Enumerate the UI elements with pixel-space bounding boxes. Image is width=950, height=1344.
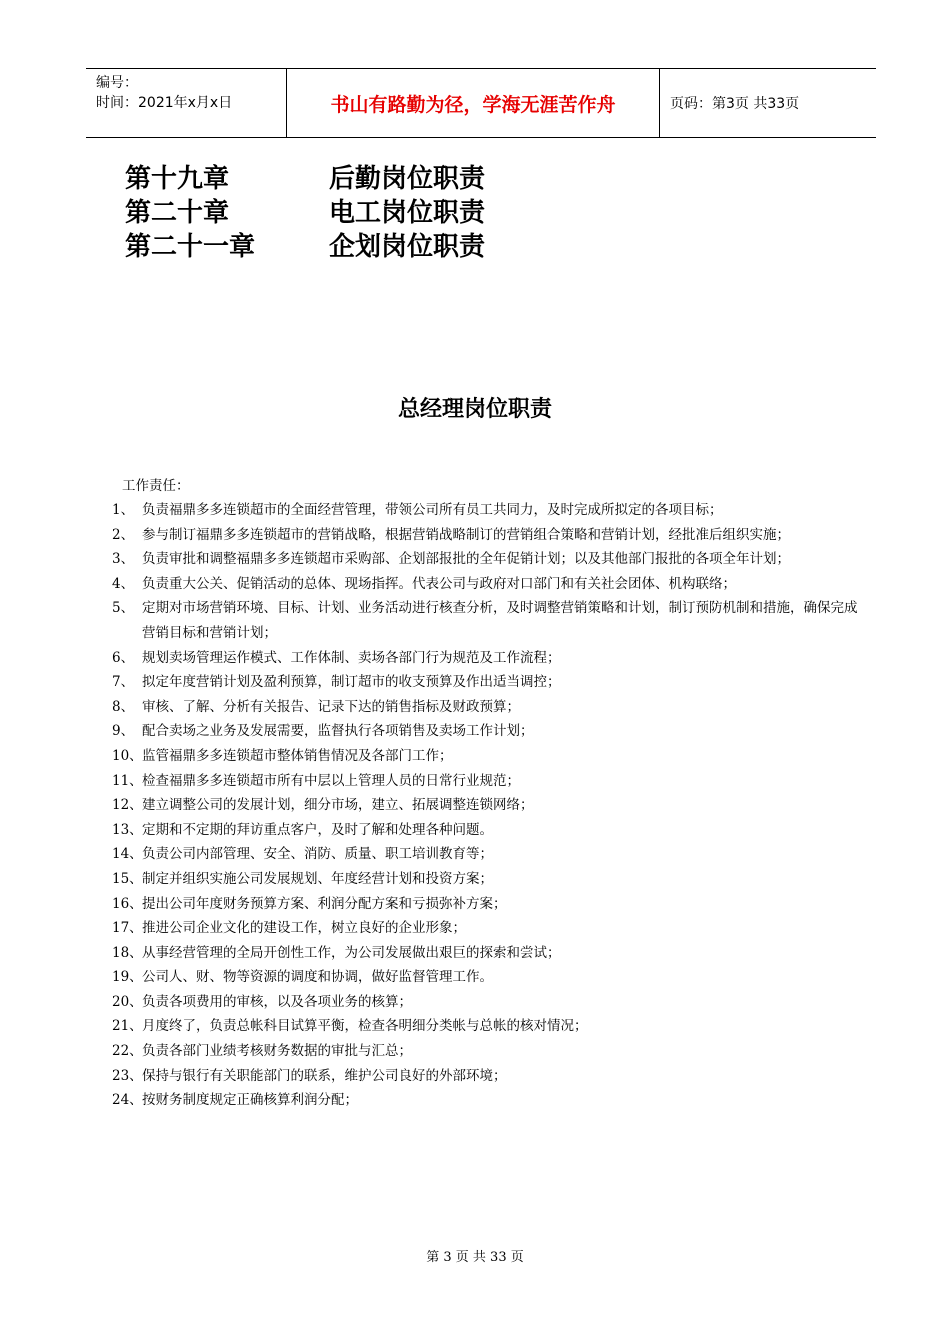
- list-item: [112, 572, 862, 597]
- toc-chapter-number: 第二十一章: [125, 232, 256, 262]
- list-item-text: 建立调整公司的发展计划，细分市场，建立、拓展调整连锁网络；: [142, 797, 534, 814]
- list-item-text: 参与制订福鼎多多连锁超市的营销战略，根据营销战略制订的营销组合策略和营销计划，经批准后组织实施；: [142, 526, 790, 543]
- list-item-text: 配合卖场之业务及发展需要，监督执行各项销售及卖场工作计划；: [142, 723, 534, 740]
- list-item-number: 24、: [112, 1092, 143, 1109]
- document-title: 总经理岗位职责: [397, 396, 552, 422]
- header-slogan: 书山有路勤为径，学海无涯苦作舟: [286, 69, 660, 137]
- list-item-text: 定期对市场营销环境、目标、计划、业务活动进行核查分析，及时调整营销策略和计划，制订预防机制和措施，确保完成营销目标和营销计划；: [142, 600, 858, 641]
- list-item-number: 17、: [112, 920, 143, 937]
- list-item-text: 按财务制度规定正确核算利润分配；: [142, 1092, 358, 1109]
- toc-chapter-title: 电工岗位职责: [329, 198, 486, 228]
- list-item-text: 负责重大公关、促销活动的总体、现场指挥。代表公司与政府对口部门和有关社会团体、机构联络；: [142, 575, 736, 592]
- list-item: [112, 793, 862, 818]
- list-item-text: 公司人、财、物等资源的调度和协调，做好监督管理工作。: [142, 969, 493, 986]
- list-item-number: 10、: [112, 747, 143, 764]
- list-item-number: 20、: [112, 993, 143, 1010]
- list-item: [112, 646, 862, 671]
- list-item: [112, 744, 862, 769]
- list-item: [112, 719, 862, 744]
- list-item: [112, 1014, 862, 1039]
- list-item-number: 23、: [112, 1067, 143, 1084]
- page-header: [86, 68, 876, 138]
- list-item: [112, 695, 862, 720]
- list-item-number: 6、: [112, 649, 135, 666]
- list-item: [112, 916, 862, 941]
- list-item: [112, 769, 862, 794]
- list-item: [112, 1039, 862, 1064]
- list-item-number: 5、: [112, 600, 135, 617]
- list-item: [112, 547, 862, 572]
- list-item: [112, 1088, 862, 1113]
- list-item-number: 14、: [112, 846, 143, 863]
- header-page-info: 页码：第3页 共33页: [670, 96, 800, 112]
- list-item: [112, 670, 862, 695]
- toc-row: [125, 196, 485, 230]
- list-item-number: 8、: [112, 698, 135, 715]
- list-item-number: 22、: [112, 1043, 143, 1060]
- list-item-text: 审核、了解、分析有关报告、记录下达的销售指标及财政预算；: [142, 698, 520, 715]
- list-item-text: 拟定年度营销计划及盈利预算，制订超市的收支预算及作出适当调控；: [142, 674, 561, 691]
- list-item-text: 负责公司内部管理、安全、消防、质量、职工培训教育等；: [142, 846, 493, 863]
- list-item: [112, 498, 862, 523]
- list-item-text: 保持与银行有关职能部门的联系，维护公司良好的外部环境；: [142, 1067, 507, 1084]
- intro-label: 工作责任：: [122, 478, 190, 494]
- list-item-text: 月度终了，负责总帐科目试算平衡，检查各明细分类帐与总帐的核对情况；: [142, 1018, 588, 1035]
- list-item-number: 21、: [112, 1018, 143, 1035]
- list-item-number: 7、: [112, 674, 135, 691]
- toc-chapter-number: 第二十章: [125, 198, 230, 228]
- list-item: [112, 941, 862, 966]
- list-item: [112, 867, 862, 892]
- list-item-number: 1、: [112, 502, 135, 518]
- list-item: [112, 818, 862, 843]
- list-item-text: 负责审批和调整福鼎多多连锁超市采购部、企划部报批的全年促销计划；以及其他部门报批的各项全年计划；: [142, 551, 790, 568]
- list-item: [112, 965, 862, 990]
- list-item-text: 推进公司企业文化的建设工作，树立良好的企业形象；: [142, 920, 466, 937]
- list-item-text: 规划卖场管理运作模式、工作体制、卖场各部门行为规范及工作流程；: [142, 649, 561, 666]
- list-item: [112, 1064, 862, 1089]
- list-item-number: 9、: [112, 723, 135, 740]
- list-item-text: 制定并组织实施公司发展规划、年度经营计划和投资方案；: [142, 870, 493, 887]
- list-item-text: 负责各部门业绩考核财务数据的审批与汇总；: [142, 1043, 412, 1060]
- header-meta: [86, 69, 286, 137]
- list-item: [112, 842, 862, 867]
- list-item-number: 2、: [112, 526, 135, 543]
- table-of-contents: [125, 162, 485, 264]
- list-item-number: 11、: [112, 772, 143, 789]
- list-item-number: 13、: [112, 821, 143, 838]
- list-item-number: 18、: [112, 944, 143, 961]
- toc-chapter-title: 后勤岗位职责: [329, 164, 486, 194]
- list-item-text: 检查福鼎多多连锁超市所有中层以上管理人员的日常行业规范；: [142, 772, 520, 789]
- list-item-number: 16、: [112, 895, 143, 912]
- list-item-number: 19、: [112, 969, 143, 986]
- list-item: [112, 523, 862, 548]
- list-item-text: 定期和不定期的拜访重点客户，及时了解和处理各种问题。: [142, 821, 493, 838]
- list-item-text: 负责各项费用的审核，以及各项业务的核算；: [142, 993, 412, 1010]
- duty-list: [112, 498, 862, 1113]
- list-item-text: 从事经营管理的全局开创性工作，为公司发展做出艰巨的探索和尝试；: [142, 944, 561, 961]
- toc-row: [125, 162, 485, 196]
- document-body: [112, 474, 862, 1113]
- toc-row: [125, 230, 485, 264]
- header-code: 编号：: [96, 75, 138, 91]
- list-item-number: 12、: [112, 797, 143, 814]
- list-item-text: 监管福鼎多多连锁超市整体销售情况及各部门工作；: [142, 747, 453, 764]
- list-item-text: 负责福鼎多多连锁超市的全面经营管理，带领公司所有员工共同力，及时完成所拟定的各项目标；: [142, 502, 723, 518]
- toc-chapter-number: 第十九章: [125, 164, 230, 194]
- list-item-number: 3、: [112, 551, 135, 568]
- list-item-text: 提出公司年度财务预算方案、利润分配方案和亏损弥补方案；: [142, 895, 507, 912]
- list-item-number: 15、: [112, 870, 143, 887]
- page-footer: 第 3 页 共 33 页: [426, 1250, 524, 1265]
- list-item-number: 4、: [112, 575, 135, 592]
- list-item: [112, 892, 862, 917]
- toc-chapter-title: 企划岗位职责: [329, 232, 486, 262]
- list-item: [112, 596, 862, 645]
- list-item: [112, 990, 862, 1015]
- header-date: 时间：2021年x月x日: [96, 95, 233, 111]
